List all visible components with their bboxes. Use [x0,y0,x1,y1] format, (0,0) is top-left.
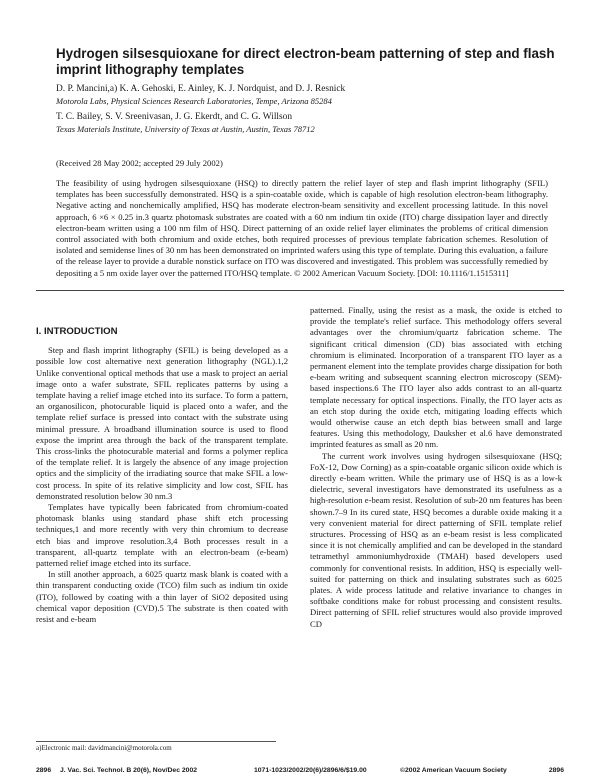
affiliation-2: Texas Materials Institute, University of Texas at Austin, Austin, Texas 78712 [56,123,315,134]
author-block-1 [56,84,556,107]
journal-citation: J. Vac. Sci. Technol. B 20(6), Nov/Dec 2002 [60,767,198,774]
article-code: 1071-1023/2002/20(6)/2896/6/$19.00 [254,767,367,774]
section-heading: I. INTRODUCTION [36,326,118,337]
abstract-text: The feasibility of using hydrogen silsesquioxane (HSQ) to directly pattern the relief layer of step and flash imprint lithography (SFIL) templates has been successfully demonstrated. HSQ is a spin-coatable oxide, which is capable of high resolution electron-beam lithography. Negative acting and nonchemically amplified, HSQ has moderate electron-beam sensitivity and excellent processing latitude. In this novel approach, 6 ×6 × 0.25 in.3 quartz photomask substrates are coated with a 60 nm indium tin oxide (ITO) charge dissipation layer and directly electron-beam written using a 100 nm film of HSQ. Direct patterning of an oxide relief layer eliminates the problems of critical dimension control associated with both chromium and oxide etches, both required processes of previous template fabrication schemes. Resolution of isolated and semidense lines of 30 nm has been demonstrated on imprinted wafers using this type of template. During this evaluation, a failure of the release layer to provide a durable nonstick surface on ITO was discovered and investigated. This problem was successfully remedied by depositing a 5 nm oxide layer over the patterned ITO/HSQ template. © 2002 American Vacuum Society. [DOI: 10.1116/1.1515311] [56,178,548,278]
footnote: a)Electronic mail: davidmancini@motorola.com [36,741,276,752]
abstract-divider [36,290,564,291]
paper-title: Hydrogen silsesquioxane for direct electron-beam patterning of step and flash imprint lithography templates [56,46,555,77]
page-number-left: 2896 [36,767,52,774]
affiliation-1: Motorola Labs, Physical Sciences Research Laboratories, Tempe, Arizona 85284 [56,95,332,106]
right-column [310,305,562,630]
page-footer [36,767,564,776]
abstract [56,178,548,279]
author-list-2: T. C. Bailey, S. V. Sreenivasan, J. G. Ekerdt, and C. G. Willson [56,112,293,122]
copyright: ©2002 American Vacuum Society [400,767,507,774]
paragraph: Templates have typically been fabricated from chromium-coated photomask blanks using standard phase shift etch processing techniques,1 and more recently with very thin chromium to decrease etch bias and improve resolution.3,4 Both processes result in a transparent, all-quartz template with an electron-beam (e-beam) patterned relief image etched into its surface. [36,502,288,569]
page-number-right: 2896 [548,767,564,774]
paragraph: patterned. Finally, using the resist as a mask, the oxide is etched to provide the template's relief surface. This methodology offers several advantages over the chromium/quartz fabrication scheme. The significant critical dimension (CD) bias associated with etching chromium is eliminated. Incorporation of a transparent ITO layer as a permanent element into the template provides charge dissipation for both e-beam writing and subsequent scanning electron microscopy (SEM)-based inspections.6 The ITO layer also adds contrast to an all-quartz template necessary for optical inspections. Finally, the ITO layer acts as an etch stop during the oxide etch, mitigating loading effects which would otherwise cause an etch depth bias between small and large features. Using this methodology, Dauksher et al.6 have demonstrated imprinted features as small as 20 nm. [310,305,562,450]
author-list-1: D. P. Mancini,a) K. A. Gehoski, E. Ainley, K. J. Nordquist, and D. J. Resnick [56,84,346,94]
paragraph: The current work involves using hydrogen silsesquioxane (HSQ; FoX-12, Dow Corning) as a spin-coatable organic silicon oxide which is directly e-beam written. While the primary use of HSQ is as a low-k dielectric, several investigators have demonstrated its usefulness as a high-resolution e-beam resist. Resolution of sub-20 nm features has been shown.7–9 In its cured state, HSQ becomes a durable oxide making it a very convenient material for direct patterning of SFIL template relief structures. Processing of HSQ as an e-beam resist is less complicated since it is not chemically amplified and can be developed in the standard tetramethyl ammoniumhydroxide (TMAH) based developers used commonly for conventional resists. In addition, HSQ is especially well-suited for patterning on thick and insulating substrates such as 6025 plates. A wide process latitude and relative invariance to changes in softbake conditions make for robust processing and consistent results. Direct patterning of SFIL relief structures would also provide improved CD [310,450,562,629]
author-block-2 [56,112,556,135]
paragraph: Step and flash imprint lithography (SFIL) is being developed as a possible low cost alternative next generation lithography (NGL).1,2 Unlike conventional optical methods that use a mask to project an aerial image onto a wafer substrate, SFIL replicates patterns by using a template having a relief image etched into its surface. To form a pattern, an organosilicon, photocurable liquid is placed onto a wafer, and the template relief surface is pressed into contact with the substrate using minimal pressure. A broadband illumination source is used to flood expose the imprint area through the back of the transparent template. This cross-links the photocurable material and forms a polymer replica of the template relief. It is largely the absence of any image projection optics and the simplicity of the irradiating source that make SFIL a low-cost process. In spite of its relative simplicity and low cost, SFIL has demonstrated resolution below 30 nm.3 [36,345,288,501]
received-dates: (Received 28 May 2002; accepted 29 July 2002) [56,158,223,168]
left-column [36,326,288,625]
paragraph: In still another approach, a 6025 quartz mask blank is coated with a thin transparent conducting oxide (TCO) film such as indium tin oxide (ITO), followed by coating with a thin layer of SiO2 deposited using chemical vapor deposition (CVD).5 The substrate is then coated with resist and e-beam [36,569,288,625]
